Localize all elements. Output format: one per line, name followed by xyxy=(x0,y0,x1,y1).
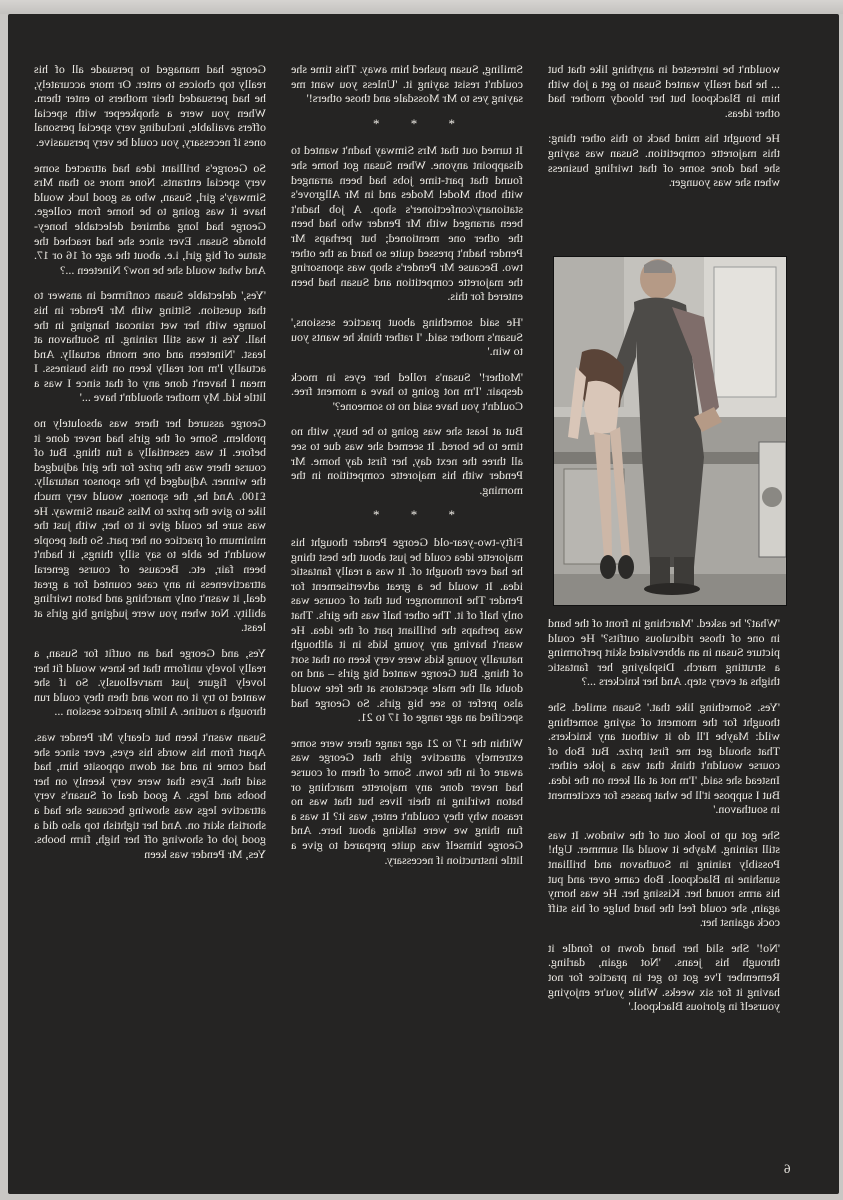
text-column-left xyxy=(34,62,266,872)
photo-illustration xyxy=(553,256,787,606)
paragraph: Smiling, Susan pushed him away. This time she couldn't resist saying it. 'Unless you want me saying yes to Mr Mossdale and those others!' xyxy=(291,62,523,106)
photo-icon xyxy=(554,257,786,605)
paragraph: He brought his mind back to this other thing: this majorette competition. Susan was saying she had done some of that twirling business when she was younger. xyxy=(548,131,780,190)
paragraph: wouldn't be interested in anything like that but ... he had really wanted Susan to get a job with him in Blackpool but her bloody mother had other ideas. xyxy=(548,62,780,120)
paragraph: 'Mother!' Susan's rolled her eyes in mock despair. 'I'm not going to have a moment free. Couldn't you have said no to someone?' xyxy=(291,369,523,413)
paragraph: 'Yes,' delectable Susan confirmed in answer to that question. Sitting with Mr Pender in his lounge with her wet raincoat hanging in the hall. Yes it was still raining. In Southavon at least. 'Nineteen and one month actually. And actually I'm not really keen on this business. I mean I haven't done any of that since I was a little kid. My mother shouldn't have ...' xyxy=(34,288,266,405)
text-column-right-bottom xyxy=(548,616,780,1025)
paragraph: 'What?' he asked. 'Marching in front of the band in one of those ridiculous outfits?' He could picture Susan in an abbreviated skirt performing a strutting march. Displaying her fantastic thighs at every step. And her knickers ...? xyxy=(548,616,780,689)
scan-background xyxy=(0,0,843,14)
paragraph: She got up to look out of the window. It was still raining. Maybe it would all summer. Ugh! Possibly raining in Southavon and brilliant sunshine in Blackpool. Bob came over and put his arms round her. Kissing her. He was horny again, she could feel the hard bulge of his stiff cock against her. xyxy=(548,827,780,930)
paragraph: Fifty-two-year-old George Pender thought his majorette idea could be just about the best thing he had ever thought of. It was a really fantastic idea. It would be a great advertisement for Pender The Ironmonger but that of course was only half of it. The other half was the girls. That was perhaps the brilliant part of the idea. He wasn't having any young kids in it although naturally young kids were very keen on that sort of thing. But George wanted big girls – and no doubt all the male spectators at the fete would also prefer to see big girls. So George had specified an age range of 17 to 21. xyxy=(291,535,523,725)
page-number: 6 xyxy=(784,1161,791,1176)
paragraph: George assured her there was absolutely no problem. Some of the girls had never done it before. It was essentially a fun thing. But of course there was the prize for the girl adjudged the winner. Adjudged by the sponsor naturally. £100. And he, the sponsor, would very much like to give the prize to Miss Susan Simway. He was sure he could give it to her, with just the minimum of practice on her part. So that people wouldn't be able to say silly things, it hadn't been fair, etc. Because of course general attractiveness in any case counted for a great deal, it wasn't only marching and baton twirling ability. Not when you were judging big girls at least. xyxy=(34,416,266,635)
paragraph: 'He said something about practice sessions,' Susan's mother said. 'I rather think he wants you to win.' xyxy=(291,314,523,359)
paragraph: It turned out that Mrs Simway hadn't wanted to disappoint anyone. When Susan got home she found that part-time jobs had been arranged with both Model Modes and in Mr Allgrove's stationary/confectioner's shop. A job hadn't been arranged with Mr Pender who had been the other one mentioned; but perhaps Mr Pender hadn't pressed quite so hard as the other two. Because Mr Pender's shop was sponsoring the majorette competition and Susan had been entered for this. xyxy=(291,143,523,304)
paragraph: Yes, and George had an outfit for Susan, a really lovely uniform that he knew would fit her lovely figure just marvellously. So if she wanted to try it on now and then they could run through a routine. A little practice session ... xyxy=(34,645,266,719)
text-column-right-top xyxy=(548,62,780,201)
text-column-middle xyxy=(291,62,523,878)
section-separator: * * * xyxy=(359,507,455,523)
paragraph: Susan wasn't keen but clearly Mr Pender was. Apart from his words his eyes, ever since she had come in and sat down opposite him, had said that. Eyes that were very keenly on her boobs and legs. A good deal of Susan's very attractive legs was showing because she had a shortish skirt on. And her tightish top also did a good job of showing off her high, firm boobs. Yes, Mr Pender was keen xyxy=(34,729,266,861)
section-separator: * * * xyxy=(359,115,455,131)
paragraph: Within the 17 to 21 age range there were some extremely attractive girls that George was aware of in the town. Some of them of course had never done any majorette marching or baton twirling in their lives but that was no reason why they couldn't enter, was it? It was a fun thing we were talking about here. And George himself was quite prepared to give a little instruction if necessary. xyxy=(291,735,523,867)
paragraph: But at least she was going to be busy, with no time to be bored. It seemed she was due to see all three the next day, her first day home. Mr Pender with his majorette competition in the morning. xyxy=(291,424,523,497)
paragraph: 'No!' She slid her hand down to fondle it through his jeans. 'Not again, darling. Remember I've got to get in practice for not having it for six weeks. While you're enjoying yourself in glorious Blackpool.' xyxy=(548,940,780,1014)
paragraph: So George's brilliant idea had attracted some very special entrants. None more so than Mrs Simway's girl, Susan, who as good luck would have it was going to be home from college. George had long admired delectable honey-blonde Susan. Ever since she had reached the statue of big girl, i.e. about the age of 16 or 17. And what would she be now? Nineteen ...? xyxy=(34,160,266,277)
paragraph: 'Yes. Something like that.' Susan smiled. She thought for the moment of saying something wild: Maybe I'll do it without any knickers. That should get me first prize. But Bob of course wouldn't think that was a joke either. Instead she said, 'I'm not at all keen on the idea. But I suppose it'll be what passes for excitement in southavon.' xyxy=(548,699,780,817)
paragraph: George had managed to persuade all of his really top choices to enter. Or more accurately, he had persuaded their mothers to enter them. When you were a shopkeeper with special offers available, including very special personal ones if necessary, you could be very persuasive. xyxy=(34,62,266,149)
